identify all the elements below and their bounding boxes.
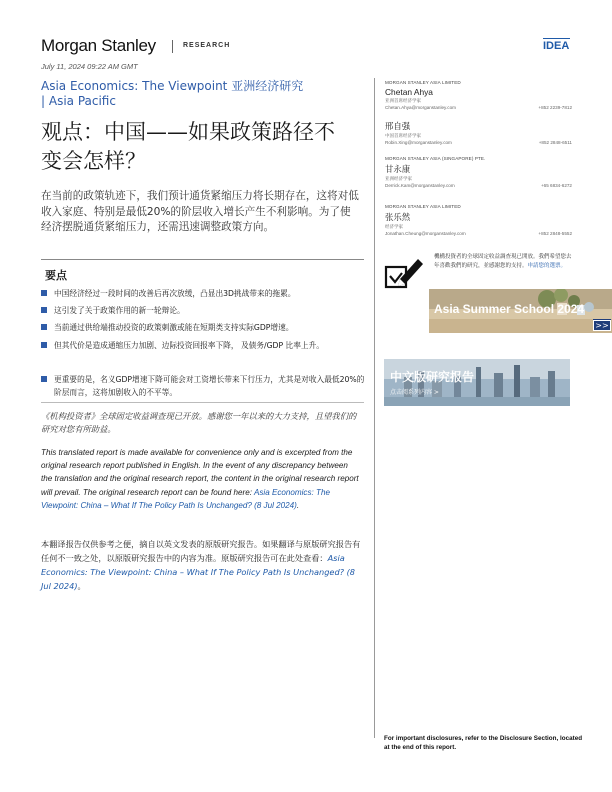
logo-divider xyxy=(172,40,173,53)
analyst-name: 张乐然 xyxy=(385,212,411,222)
column-divider xyxy=(374,78,375,738)
original-report-link[interactable]: Asia Economics: The Viewpoint: China – What If The Policy Path Is Unchanged? (8 Jul 2024) xyxy=(41,487,330,510)
analyst-email[interactable]: Chetan.Ahya@morganstanley.com xyxy=(385,105,456,110)
key-points-heading: 要点 xyxy=(45,269,67,282)
analyst-card xyxy=(385,80,572,110)
analyst-role: 亚洲经济学家 xyxy=(385,176,412,181)
key-point: 中国经济经过一段时间的改善后再次放缓，凸显出3D挑战带来的拖累。 xyxy=(41,287,366,300)
survey-note: 《机构投资者》全球固定收益调查现已开放。感谢您一年以来的大力支持，且望我们的研究对您有所助益。 xyxy=(41,411,357,434)
bullet-square-icon xyxy=(41,324,47,330)
research-label: RESEARCH xyxy=(183,42,231,49)
bullet-square-icon xyxy=(41,342,47,348)
bullet-square-icon xyxy=(41,290,47,296)
key-point: 当前通过供给端推动投资的政策刺激或能在短期类支持实际GDP增速。 xyxy=(41,321,366,334)
analyst-phone: +852 2848-5552 xyxy=(538,231,572,236)
analyst-card xyxy=(385,204,572,236)
series-line-2: | Asia Pacific xyxy=(41,94,116,108)
analyst-name: Chetan Ahya xyxy=(385,87,433,97)
brand-logo: Morgan Stanley xyxy=(41,36,156,55)
analyst-name: 邢自强 xyxy=(385,121,411,131)
analyst-org: MORGAN STANLEY ASIA LIMITED xyxy=(385,80,461,85)
analyst-name: 甘永康 xyxy=(385,164,411,174)
analyst-role: 中国首席经济学家 xyxy=(385,133,421,138)
arrow-right-icon: >> xyxy=(593,320,611,331)
bullet-square-icon xyxy=(41,307,47,313)
analyst-phone: +852 2239-7812 xyxy=(538,105,572,110)
summer-school-banner[interactable] xyxy=(429,289,612,333)
analyst-card xyxy=(385,156,572,188)
chinese-research-subtitle: 点击阅系列内容 > xyxy=(390,389,439,396)
chinese-research-title: 中文版研究报告 xyxy=(390,370,475,384)
series-line-1: Asia Economics: The Viewpoint 亚洲经济研究 xyxy=(41,79,304,93)
idea-rule xyxy=(543,38,570,39)
vote-link[interactable]: 申請您的選票。 xyxy=(527,262,567,269)
analyst-org: MORGAN STANLEY ASIA LIMITED xyxy=(385,204,461,209)
chinese-research-banner[interactable] xyxy=(384,359,570,406)
ballot-pencil-icon xyxy=(384,255,426,293)
summer-school-title: Asia Summer School 2024 xyxy=(434,302,585,316)
divider xyxy=(41,259,364,260)
analyst-email[interactable]: Jonathan.Cheung@morganstanley.com xyxy=(385,231,466,236)
analyst-role: 亚洲首席经济学家 xyxy=(385,98,421,103)
key-point: 更重要的是，名义GDP增速下降可能会对工资增长带来下行压力，尤其是对收入最低20%的阶层而言，这将加剧收入的不平等。 xyxy=(41,373,366,399)
analyst-email[interactable]: Derrick.Kam@morganstanley.com xyxy=(385,183,455,188)
analyst-role: 经济学家 xyxy=(385,224,403,229)
summary-paragraph: 在当前的政策轨迹下，我们预计通货紧缩压力将长期存在，这将对低收入家庭、特别是最低20%的阶层收入增长产生不利影响。为了使经济摆脱通货紧缩压力，还需迅速调整政策方向。 xyxy=(41,190,359,233)
vote-message: 機構投資者的全球固定收益調查現已開放。我們希望您去年喜歡我們的研究，並感謝您的支持。申請您的選票。 xyxy=(434,254,572,269)
key-point: 但其代价是造成通缩压力加剧、边际投资回报率下降， 及债务/GDP 比率上升。 xyxy=(41,339,366,352)
analyst-phone: +852 2848-6511 xyxy=(538,140,572,145)
original-report-link-cn[interactable]: Asia Economics: The Viewpoint: China – What If The Policy Path Is Unchanged? (8 Jul 2024) xyxy=(41,553,356,591)
report-title: 观点：中国——如果政策路径不变会怎样？ xyxy=(41,120,335,173)
analyst-phone: +65 6834-6272 xyxy=(540,183,572,188)
bullet-square-icon xyxy=(41,376,47,382)
key-point: 这引发了关于政策作用的新一轮辩论。 xyxy=(41,304,366,317)
disclosure-footer: For important disclosures, refer to the Disclosure Section, located at the end of this report. xyxy=(384,735,583,751)
analyst-email[interactable]: Robin.Xing@morganstanley.com xyxy=(385,140,452,145)
idea-badge: IDEA xyxy=(543,40,570,52)
analyst-org: MORGAN STANLEY ASIA (SINGAPORE) PTE. xyxy=(385,156,486,161)
analyst-card xyxy=(385,118,572,145)
report-date: July 11, 2024 09:22 AM GMT xyxy=(41,62,138,71)
series-title xyxy=(41,79,341,109)
translation-disclaimer-cn: 本翻译报告仅供参考之便，摘自以英文发表的原版研究报告。如果翻译与原版研究报告有任何不一致之处，以原版研究报告中的内容为准。原版研究报告可在此处查看：Asia Economics: The Viewpoint: China – What If The Policy Path Is Unchanged? (8 Jul 2024)。 xyxy=(41,539,361,591)
translation-disclaimer-en: This translated report is made available for convenience only and is excerpted from the original research report published in English. In the event of any discrepancy between the translation and the original research report, the content in the original research report will prevail. The original research report can be found here: Asia Economics: The Viewpoint: China – What If The Policy Path Is Unchanged? (8 Jul 2024). xyxy=(41,448,359,510)
divider xyxy=(41,402,364,403)
